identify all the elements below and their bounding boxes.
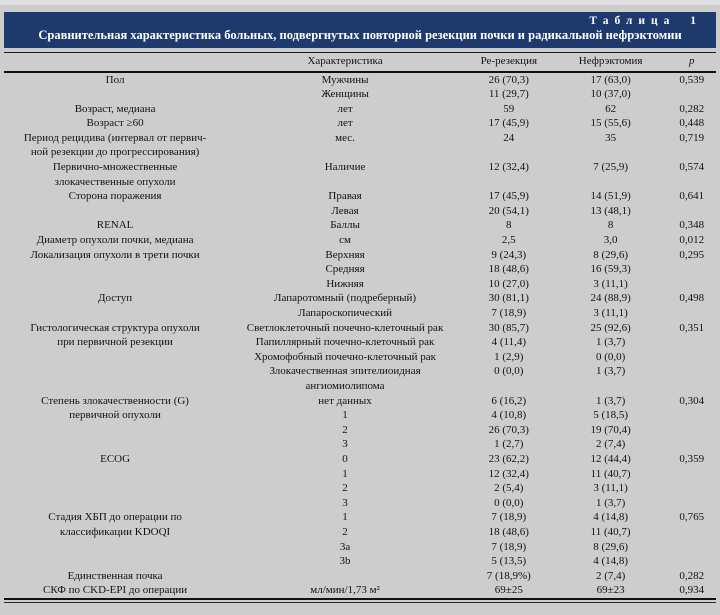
cell-parameter: Доступ xyxy=(97,292,133,305)
cell-characteristic: мес. xyxy=(335,131,355,144)
table-row xyxy=(4,554,716,569)
cell-parameter xyxy=(4,277,226,292)
cell-parameter xyxy=(4,540,226,555)
cell-p-value xyxy=(668,467,716,482)
table-row xyxy=(4,335,716,350)
cell-re-resection: 5 (13,5) xyxy=(491,555,527,568)
cell-p-value xyxy=(668,335,716,350)
cell-parameter: RENAL xyxy=(96,219,134,232)
cell-parameter: СКФ по CKD-EPI до операции xyxy=(43,584,188,597)
cell-re-resection xyxy=(464,175,554,190)
cell-parameter: Период рецидива (интервал от первич- xyxy=(23,131,207,144)
cell-p-value: 0,351 xyxy=(679,321,705,334)
cell-characteristic: Верхняя xyxy=(325,248,365,261)
cell-nephrectomy: 13 (48,1) xyxy=(590,204,631,217)
table-head xyxy=(4,53,716,72)
cell-re-resection: 24 xyxy=(503,131,515,144)
table-body xyxy=(4,72,716,599)
cell-parameter xyxy=(4,350,226,365)
table-container xyxy=(4,52,716,600)
cell-p-value: 0,012 xyxy=(679,234,705,247)
table-row xyxy=(4,233,716,248)
cell-p-value xyxy=(668,423,716,438)
cell-parameter xyxy=(4,467,226,482)
cell-p-value xyxy=(668,437,716,452)
cell-p-value: 0,498 xyxy=(679,292,705,305)
cell-re-resection xyxy=(464,145,554,160)
cell-nephrectomy: 5 (18,5) xyxy=(593,409,629,422)
cell-characteristic: 2 xyxy=(342,482,348,495)
col-header-characteristic: Характеристика xyxy=(307,55,383,67)
cell-re-resection: 11 (29,7) xyxy=(488,88,529,101)
table-row xyxy=(4,102,716,117)
table-row xyxy=(4,583,716,599)
cell-re-resection: 17 (45,9) xyxy=(488,117,529,130)
table-row xyxy=(4,262,716,277)
cell-parameter xyxy=(4,437,226,452)
cell-characteristic: 1 xyxy=(342,409,348,422)
cell-re-resection: 7 (18,9) xyxy=(491,307,527,319)
table-row xyxy=(4,87,716,102)
comparison-table xyxy=(4,52,716,600)
cell-characteristic: Мужчины xyxy=(321,73,369,86)
cell-parameter xyxy=(4,262,226,277)
bottom-double-rule xyxy=(4,602,716,603)
cell-parameter xyxy=(4,423,226,438)
table-row xyxy=(4,452,716,467)
cell-p-value: 0,282 xyxy=(679,102,705,115)
cell-characteristic: Нижняя xyxy=(326,277,364,290)
cell-parameter: Пол xyxy=(105,73,125,86)
cell-nephrectomy: 14 (51,9) xyxy=(590,190,631,203)
cell-nephrectomy: 15 (55,6) xyxy=(590,117,631,130)
cell-nephrectomy: 10 (37,0) xyxy=(590,88,631,101)
cell-characteristic: 3 xyxy=(342,438,348,451)
cell-characteristic: Лапаротомный (подреберный) xyxy=(274,292,417,305)
cell-re-resection: 6 (16,2) xyxy=(491,394,527,407)
table-row xyxy=(4,510,716,525)
cell-characteristic: Хромофобный почечно-клеточный рак xyxy=(254,350,437,363)
table-row xyxy=(4,321,716,336)
cell-parameter: Гистологическая структура опухоли xyxy=(30,321,200,334)
cell-p-value xyxy=(668,204,716,219)
cell-re-resection: 59 xyxy=(503,102,515,115)
cell-characteristic: Светлоклеточный почечно-клеточный рак xyxy=(246,321,444,334)
col-header-p-value: p xyxy=(689,55,695,67)
cell-p-value xyxy=(668,87,716,102)
cell-characteristic: Правая xyxy=(328,190,362,203)
cell-p-value xyxy=(668,554,716,569)
cell-characteristic: лет xyxy=(337,117,353,130)
cell-nephrectomy: 1 (3,7) xyxy=(595,394,626,407)
cell-nephrectomy: 3 (11,1) xyxy=(593,277,628,290)
table-row xyxy=(4,569,716,584)
cell-nephrectomy: 3,0 xyxy=(603,234,618,247)
cell-p-value: 0,719 xyxy=(679,131,705,144)
cell-re-resection: 9 (24,3) xyxy=(491,248,527,261)
cell-characteristic: 3b xyxy=(339,555,351,568)
table-row xyxy=(4,277,716,292)
cell-re-resection: 4 (10,8) xyxy=(491,409,527,422)
cell-parameter xyxy=(4,481,226,496)
table-row xyxy=(4,481,716,496)
cell-re-resection xyxy=(464,379,554,394)
cell-p-value xyxy=(668,277,716,292)
cell-parameter: Диаметр опухоли почки, медиана xyxy=(36,234,194,247)
cell-parameter: ной резекции до прогрессирования) xyxy=(30,146,200,159)
table-row xyxy=(4,248,716,263)
cell-p-value: 0,348 xyxy=(679,219,705,232)
cell-nephrectomy: 1 (3,7) xyxy=(595,496,626,509)
cell-p-value: 0,359 xyxy=(679,452,705,465)
cell-nephrectomy: 3 (11,1) xyxy=(593,307,628,319)
cell-nephrectomy: 11 (40,7) xyxy=(590,525,631,538)
cell-parameter: классификации KDOQI xyxy=(59,525,171,538)
cell-p-value: 0,574 xyxy=(679,161,705,174)
cell-nephrectomy: 16 (59,3) xyxy=(590,263,631,276)
cell-characteristic: лет xyxy=(337,102,353,115)
cell-re-resection: 7 (18,9) xyxy=(491,540,527,553)
cell-parameter xyxy=(4,496,226,511)
cell-re-resection: 7 (18,9) xyxy=(491,511,527,524)
cell-parameter: ECOG xyxy=(100,452,131,465)
cell-characteristic: Женщины xyxy=(321,88,369,101)
cell-characteristic: Средняя xyxy=(325,263,365,276)
cell-p-value: 0,295 xyxy=(679,248,705,261)
cell-re-resection: 10 (27,0) xyxy=(488,277,529,290)
cell-re-resection: 0 (0,0) xyxy=(494,365,524,378)
cell-re-resection: 1 (2,7) xyxy=(494,438,524,451)
cell-p-value: 0,641 xyxy=(679,190,705,203)
cell-parameter: Сторона поражения xyxy=(68,190,162,203)
cell-parameter xyxy=(4,87,226,102)
cell-nephrectomy xyxy=(554,145,668,160)
cell-nephrectomy: 8 (29,6) xyxy=(593,540,629,553)
table-row xyxy=(4,116,716,131)
cell-parameter xyxy=(4,364,226,379)
cell-p-value xyxy=(668,175,716,190)
cell-characteristic: см xyxy=(339,234,351,247)
cell-nephrectomy: 1 (3,7) xyxy=(595,336,626,349)
cell-re-resection: 7 (18,9%) xyxy=(486,569,531,582)
cell-nephrectomy: 0 (0,0) xyxy=(595,350,626,363)
cell-re-resection: 18 (48,6) xyxy=(488,263,529,276)
table-header-bar xyxy=(4,12,716,48)
col-header-nephrectomy: Нефрэктомия xyxy=(578,55,643,67)
cell-nephrectomy: 4 (14,8) xyxy=(593,511,629,524)
cell-p-value xyxy=(668,262,716,277)
cell-p-value: 0,448 xyxy=(679,117,705,130)
cell-p-value xyxy=(668,350,716,365)
cell-parameter: злокачественные опухоли xyxy=(54,175,176,188)
table-row xyxy=(4,394,716,409)
cell-nephrectomy: 17 (63,0) xyxy=(590,73,631,86)
cell-nephrectomy: 3 (11,1) xyxy=(593,482,628,495)
cell-characteristic xyxy=(226,569,464,584)
cell-nephrectomy: 8 xyxy=(607,219,614,232)
table-row xyxy=(4,496,716,511)
cell-parameter: при первичной резекции xyxy=(57,336,173,349)
col-header-re-resection: Ре-резекция xyxy=(480,55,538,67)
cell-nephrectomy: 11 (40,7) xyxy=(590,467,631,480)
cell-re-resection: 17 (45,9) xyxy=(488,190,529,203)
cell-characteristic: 1 xyxy=(342,511,348,524)
table-row xyxy=(4,204,716,219)
table-number-label: Таблица 1 xyxy=(589,15,702,27)
table-row xyxy=(4,218,716,233)
cell-characteristic: 2 xyxy=(342,423,348,436)
cell-characteristic: Баллы xyxy=(330,219,360,232)
cell-characteristic xyxy=(226,175,464,190)
cell-p-value: 0,765 xyxy=(679,511,705,524)
table-row xyxy=(4,540,716,555)
cell-p-value xyxy=(668,525,716,540)
cell-nephrectomy: 1 (3,7) xyxy=(595,365,626,378)
table-row xyxy=(4,175,716,190)
cell-p-value xyxy=(668,306,716,321)
table-title: Сравнительная характеристика больных, подвергнутых повторной резекции почки и радикальной нефрэктомии xyxy=(38,28,682,42)
cell-characteristic: 3a xyxy=(339,540,351,553)
cell-characteristic: Папиллярный почечно-клеточный рак xyxy=(255,336,435,349)
cell-characteristic: 2 xyxy=(342,525,348,538)
table-row xyxy=(4,306,716,321)
cell-re-resection: 12 (32,4) xyxy=(488,467,529,480)
cell-nephrectomy: 24 (88,9) xyxy=(590,292,631,305)
cell-characteristic: 0 xyxy=(342,452,348,465)
cell-nephrectomy: 2 (7,4) xyxy=(595,569,626,582)
table-row xyxy=(4,379,716,394)
cell-p-value xyxy=(668,145,716,160)
cell-re-resection: 26 (70,3) xyxy=(488,423,529,436)
cell-p-value: 0,539 xyxy=(679,73,705,86)
cell-p-value: 0,934 xyxy=(679,584,705,597)
cell-parameter xyxy=(4,306,226,321)
cell-parameter xyxy=(4,204,226,219)
table-row xyxy=(4,467,716,482)
cell-nephrectomy: 12 (44,4) xyxy=(590,452,631,465)
cell-re-resection: 4 (11,4) xyxy=(491,336,527,349)
table-row xyxy=(4,189,716,204)
cell-nephrectomy: 19 (70,4) xyxy=(590,423,631,436)
cell-re-resection: 30 (85,7) xyxy=(488,321,529,334)
cell-p-value xyxy=(668,496,716,511)
cell-re-resection: 2,5 xyxy=(501,234,516,247)
table-row xyxy=(4,525,716,540)
table-row xyxy=(4,408,716,423)
table-row xyxy=(4,145,716,160)
cell-re-resection: 2 (5,4) xyxy=(494,482,524,495)
cell-characteristic: Наличие xyxy=(324,161,366,174)
table-row xyxy=(4,423,716,438)
table-row xyxy=(4,291,716,306)
cell-re-resection: 30 (81,1) xyxy=(488,292,529,305)
table-row xyxy=(4,364,716,379)
cell-characteristic: Лапароскопический xyxy=(298,307,392,319)
cell-re-resection: 20 (54,1) xyxy=(488,204,529,217)
cell-characteristic: Левая xyxy=(331,204,359,217)
cell-characteristic: нет данных xyxy=(318,394,372,407)
cell-characteristic xyxy=(226,145,464,160)
cell-re-resection: 12 (32,4) xyxy=(488,161,529,174)
cell-p-value: 0,304 xyxy=(679,394,705,407)
table-row xyxy=(4,160,716,175)
cell-nephrectomy: 2 (7,4) xyxy=(595,438,626,451)
cell-p-value: 0,282 xyxy=(679,569,705,582)
cell-parameter xyxy=(4,554,226,569)
cell-p-value xyxy=(668,540,716,555)
table-row xyxy=(4,131,716,146)
cell-re-resection: 23 (62,2) xyxy=(488,452,529,465)
cell-parameter: Степень злокачественности (G) xyxy=(41,394,189,407)
column-header-row xyxy=(4,53,716,72)
cell-re-resection: 8 xyxy=(506,219,512,232)
cell-p-value xyxy=(668,481,716,496)
cell-characteristic: мл/мин/1,73 м² xyxy=(310,584,380,597)
cell-p-value xyxy=(668,408,716,423)
cell-nephrectomy xyxy=(554,175,668,190)
top-margin-strip xyxy=(0,0,720,5)
cell-re-resection: 18 (48,6) xyxy=(488,525,529,538)
cell-parameter: первичной опухоли xyxy=(69,409,161,422)
cell-nephrectomy: 69±23 xyxy=(596,584,625,597)
cell-parameter: Возраст ≥60 xyxy=(86,117,144,130)
cell-parameter: Возраст, медиана xyxy=(74,102,156,115)
cell-nephrectomy: 7 (25,9) xyxy=(593,161,629,174)
cell-parameter: Стадия ХБП до операции по xyxy=(48,511,182,524)
table-row xyxy=(4,437,716,452)
table-row xyxy=(4,72,716,88)
cell-parameter xyxy=(4,379,226,394)
cell-nephrectomy: 4 (14,8) xyxy=(593,555,629,568)
cell-nephrectomy: 8 (29,6) xyxy=(593,248,629,261)
table-row xyxy=(4,350,716,365)
cell-re-resection: 1 (2,9) xyxy=(494,350,524,363)
cell-p-value xyxy=(668,379,716,394)
cell-characteristic: 3 xyxy=(342,496,348,509)
cell-p-value xyxy=(668,364,716,379)
cell-nephrectomy xyxy=(554,379,668,394)
col-header-parameter xyxy=(4,53,226,72)
cell-re-resection: 69±25 xyxy=(494,584,523,597)
cell-parameter: Локализация опухоли в трети почки xyxy=(30,248,200,261)
cell-characteristic: ангиомиолипома xyxy=(305,379,385,392)
cell-characteristic: Злокачественная эпителиоидная xyxy=(269,365,421,378)
cell-nephrectomy: 35 xyxy=(605,131,617,144)
cell-nephrectomy: 25 (92,6) xyxy=(590,321,631,334)
cell-nephrectomy: 62 xyxy=(605,102,617,115)
cell-parameter: Единственная почка xyxy=(67,569,163,582)
cell-characteristic: 1 xyxy=(342,467,348,480)
cell-parameter: Первично-множественные xyxy=(52,161,178,174)
cell-re-resection: 0 (0,0) xyxy=(494,496,524,509)
cell-re-resection: 26 (70,3) xyxy=(488,73,529,86)
